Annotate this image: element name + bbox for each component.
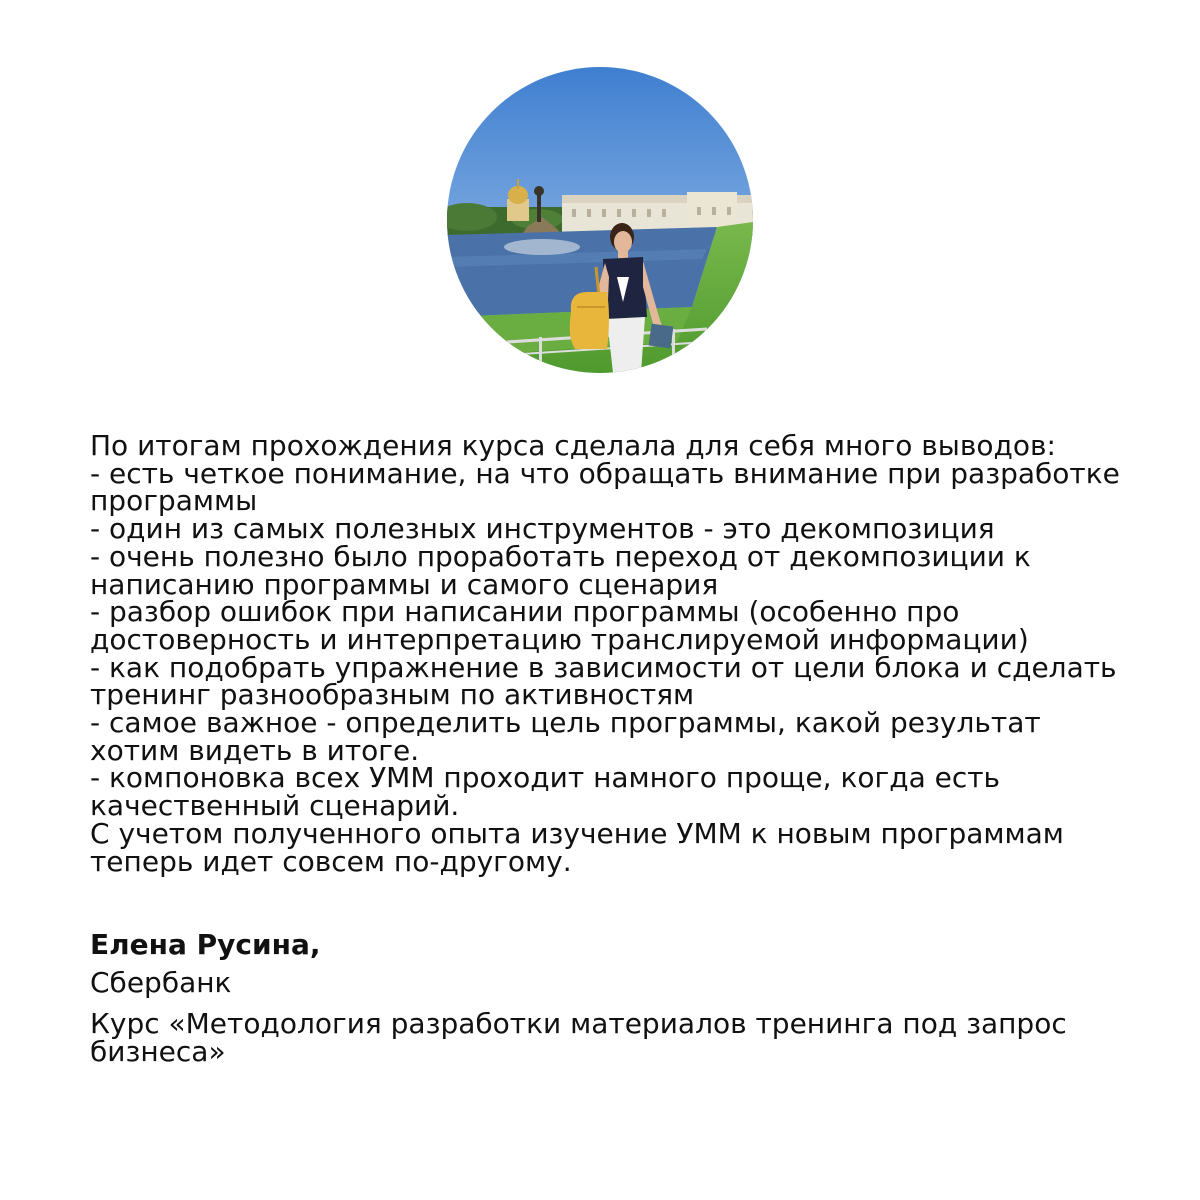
review-line: С учетом полученного опыта изучение УММ к новым программам теперь идет совсем по-другому. [90, 816, 1064, 878]
author-name: Елена Русина, [90, 928, 321, 961]
review-line: - самое важное - определить цель программы, какой результат хотим видеть в итоге. [90, 706, 1041, 767]
review-line: - очень полезно было проработать переход от декомпозиции к написанию программы и самого сценария [90, 539, 1031, 601]
course-title: Курс «Методология разработки материалов тренинга под запрос бизнеса» [90, 1007, 1067, 1068]
review-line: - один из самых полезных инструментов - это декомпозиция [90, 512, 995, 546]
review-line: По итогам прохождения курса сделала для себя много выводов: [90, 429, 1056, 462]
review-text [90, 429, 1130, 878]
review-line: - как подобрать упражнение в зависимости от цели блока и сделать тренинг разнообразным по активностям [90, 650, 1117, 712]
review-line: - компоновка всех УММ проходит намного проще, когда есть качественный сценарий. [90, 761, 1001, 823]
avatar [447, 67, 753, 373]
review-line: - есть четкое понимание, на что обращать внимание при разработке программы [90, 456, 1120, 518]
review-line: - разбор ошибок при написании программы (особенно про достоверность и интерпретацию транслируемой информации) [90, 595, 1029, 656]
portrait-photo-icon [447, 67, 753, 373]
author-company: Сбербанк [90, 966, 232, 999]
